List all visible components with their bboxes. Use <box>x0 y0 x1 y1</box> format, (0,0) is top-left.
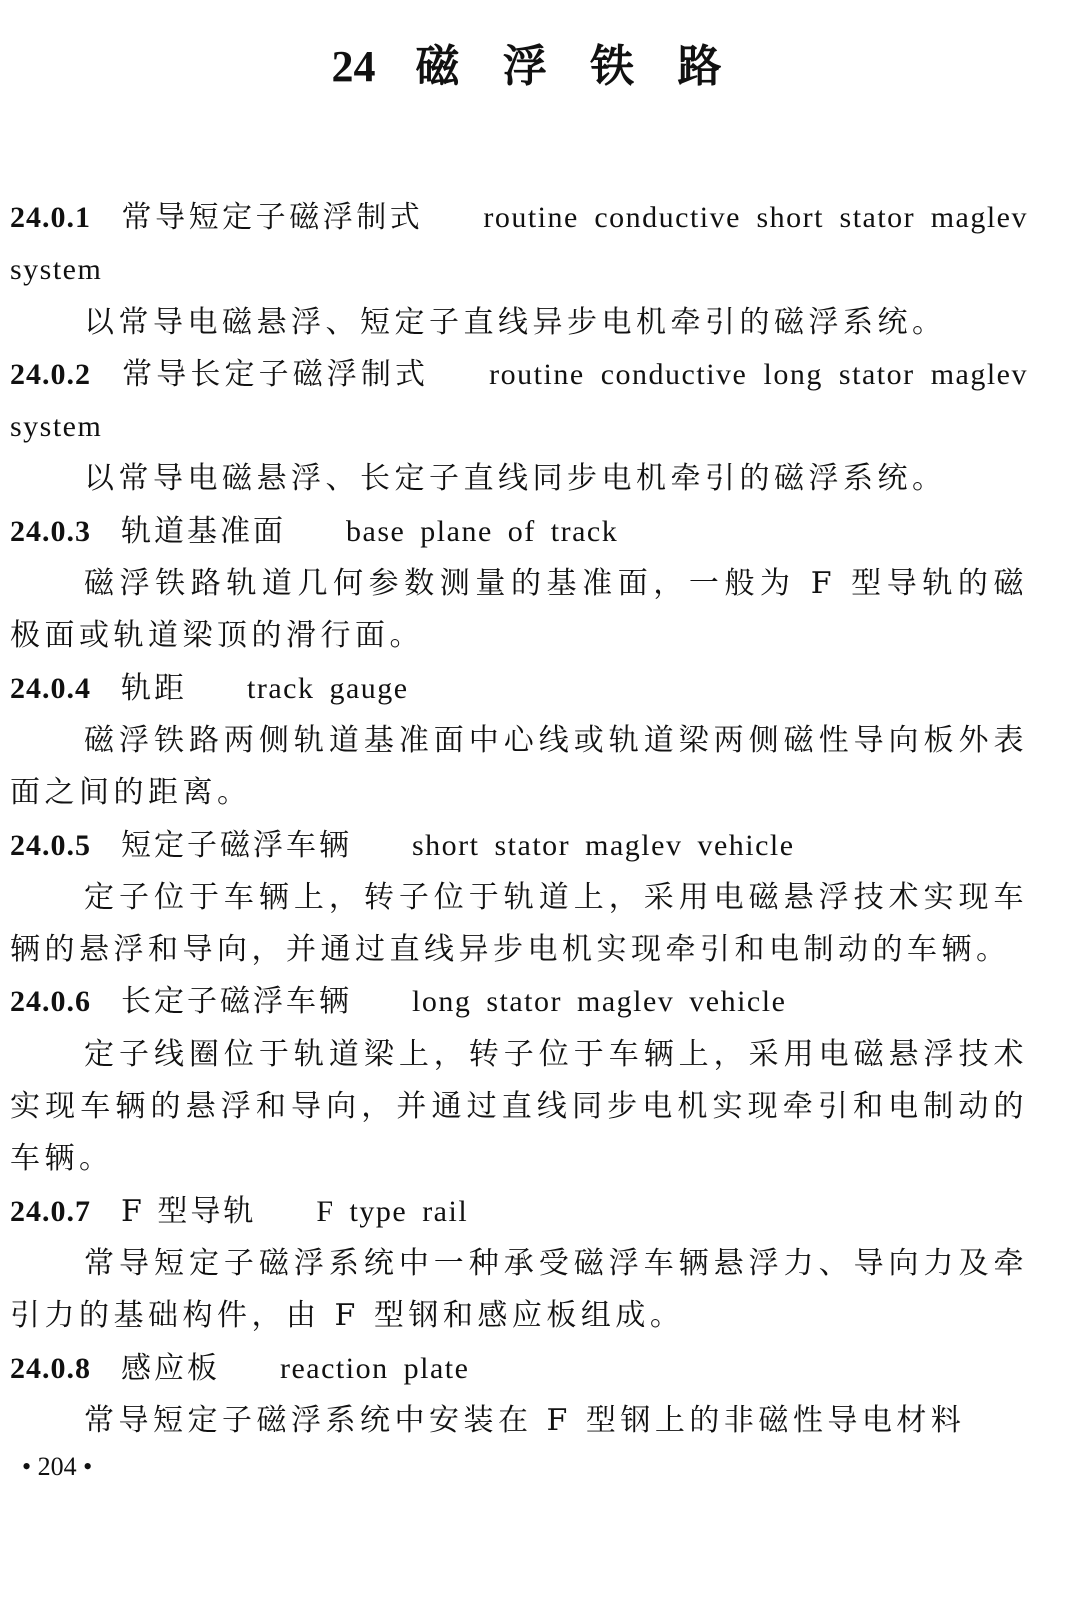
entry-heading <box>10 663 1028 715</box>
entry-term-chinese: 短定子磁浮车辆 <box>121 827 352 863</box>
entry-heading <box>10 349 1028 454</box>
entry-definition: 定子位于车辆上，转子位于轨道上，采用电磁悬浮技术实现车辆的悬浮和导向，并通过直线异步电机实现牵引和电制动的车辆。 <box>10 879 1028 968</box>
entry-number: 24.0.3 <box>10 514 91 548</box>
entry-number: 24.0.6 <box>10 985 91 1019</box>
entry-term-english: base plane of track <box>346 514 619 548</box>
entry-definition: 以常导电磁悬浮、短定子直线异步电机牵引的磁浮系统。 <box>84 304 947 340</box>
chapter-name: 磁 浮 铁 路 <box>415 41 736 92</box>
entry-definition: 常导短定子磁浮系统中安装在 F 型钢上的非磁性导电材料 <box>84 1402 966 1438</box>
entry-term-english: track gauge <box>247 671 409 705</box>
entry-term-english: reaction plate <box>280 1351 470 1385</box>
glossary-entry <box>10 1343 1028 1448</box>
page-number: • 204 • <box>22 1452 93 1481</box>
entry-term-chinese: 常导短定子磁浮制式 <box>121 200 424 235</box>
glossary-entry <box>10 663 1028 820</box>
glossary-entries <box>10 192 1028 1447</box>
entry-definition: 定子线圈位于轨道梁上，转子位于车辆上，采用电磁悬浮技术实现车辆的悬浮和导向，并通过直线同步电机实现牵引和电制动的车辆。 <box>10 1036 1028 1177</box>
entry-number: 24.0.5 <box>10 828 91 862</box>
entry-term-english: short stator maglev vehicle <box>412 828 795 862</box>
entry-term-english: F type rail <box>316 1194 469 1228</box>
entry-number: 24.0.7 <box>10 1194 91 1228</box>
entry-term-english: routine conductive short stator maglev system <box>10 201 1029 287</box>
entry-term-english: long stator maglev vehicle <box>412 985 787 1019</box>
entry-definition: 常导短定子磁浮系统中一种承受磁浮车辆悬浮力、导向力及牵引力的基础构件，由 F 型钢和感应板组成。 <box>10 1245 1028 1334</box>
glossary-entry <box>10 349 1028 506</box>
glossary-entry <box>10 192 1028 349</box>
entry-number: 24.0.8 <box>10 1351 91 1385</box>
entry-term-english: routine conductive long stator maglev system <box>10 357 1028 444</box>
entry-heading <box>10 506 1028 558</box>
entry-heading <box>10 1343 1028 1395</box>
entry-heading <box>10 820 1028 872</box>
entry-definition: 以常导电磁悬浮、长定子直线同步电机牵引的磁浮系统。 <box>84 461 947 497</box>
glossary-entry <box>10 1186 1028 1343</box>
entry-term-chinese: 长定子磁浮车辆 <box>121 984 352 1020</box>
glossary-entry <box>10 820 1028 977</box>
entry-term-chinese: F 型导轨 <box>121 1193 257 1229</box>
entry-definition: 磁浮铁路两侧轨道基准面中心线或轨道梁两侧磁性导向板外表面之间的距离。 <box>10 722 1028 811</box>
chapter-title <box>0 30 1067 94</box>
entry-term-chinese: 感应板 <box>121 1350 220 1386</box>
entry-heading <box>10 192 1028 297</box>
glossary-entry <box>10 506 1028 663</box>
entry-number: 24.0.2 <box>10 357 91 391</box>
entry-definition: 磁浮铁路轨道几何参数测量的基准面，一般为 F 型导轨的磁极面或轨道梁顶的滑行面。 <box>10 566 1028 654</box>
entry-term-chinese: 轨道基准面 <box>121 513 286 549</box>
entry-heading <box>10 1186 1028 1238</box>
entry-term-chinese: 常导长定子磁浮制式 <box>121 356 430 392</box>
entry-term-chinese: 轨距 <box>121 670 187 706</box>
glossary-entry <box>10 976 1028 1185</box>
chapter-number: 24 <box>331 42 376 91</box>
entry-number: 24.0.4 <box>10 671 91 705</box>
entry-number: 24.0.1 <box>10 201 91 234</box>
entry-heading <box>10 976 1028 1028</box>
